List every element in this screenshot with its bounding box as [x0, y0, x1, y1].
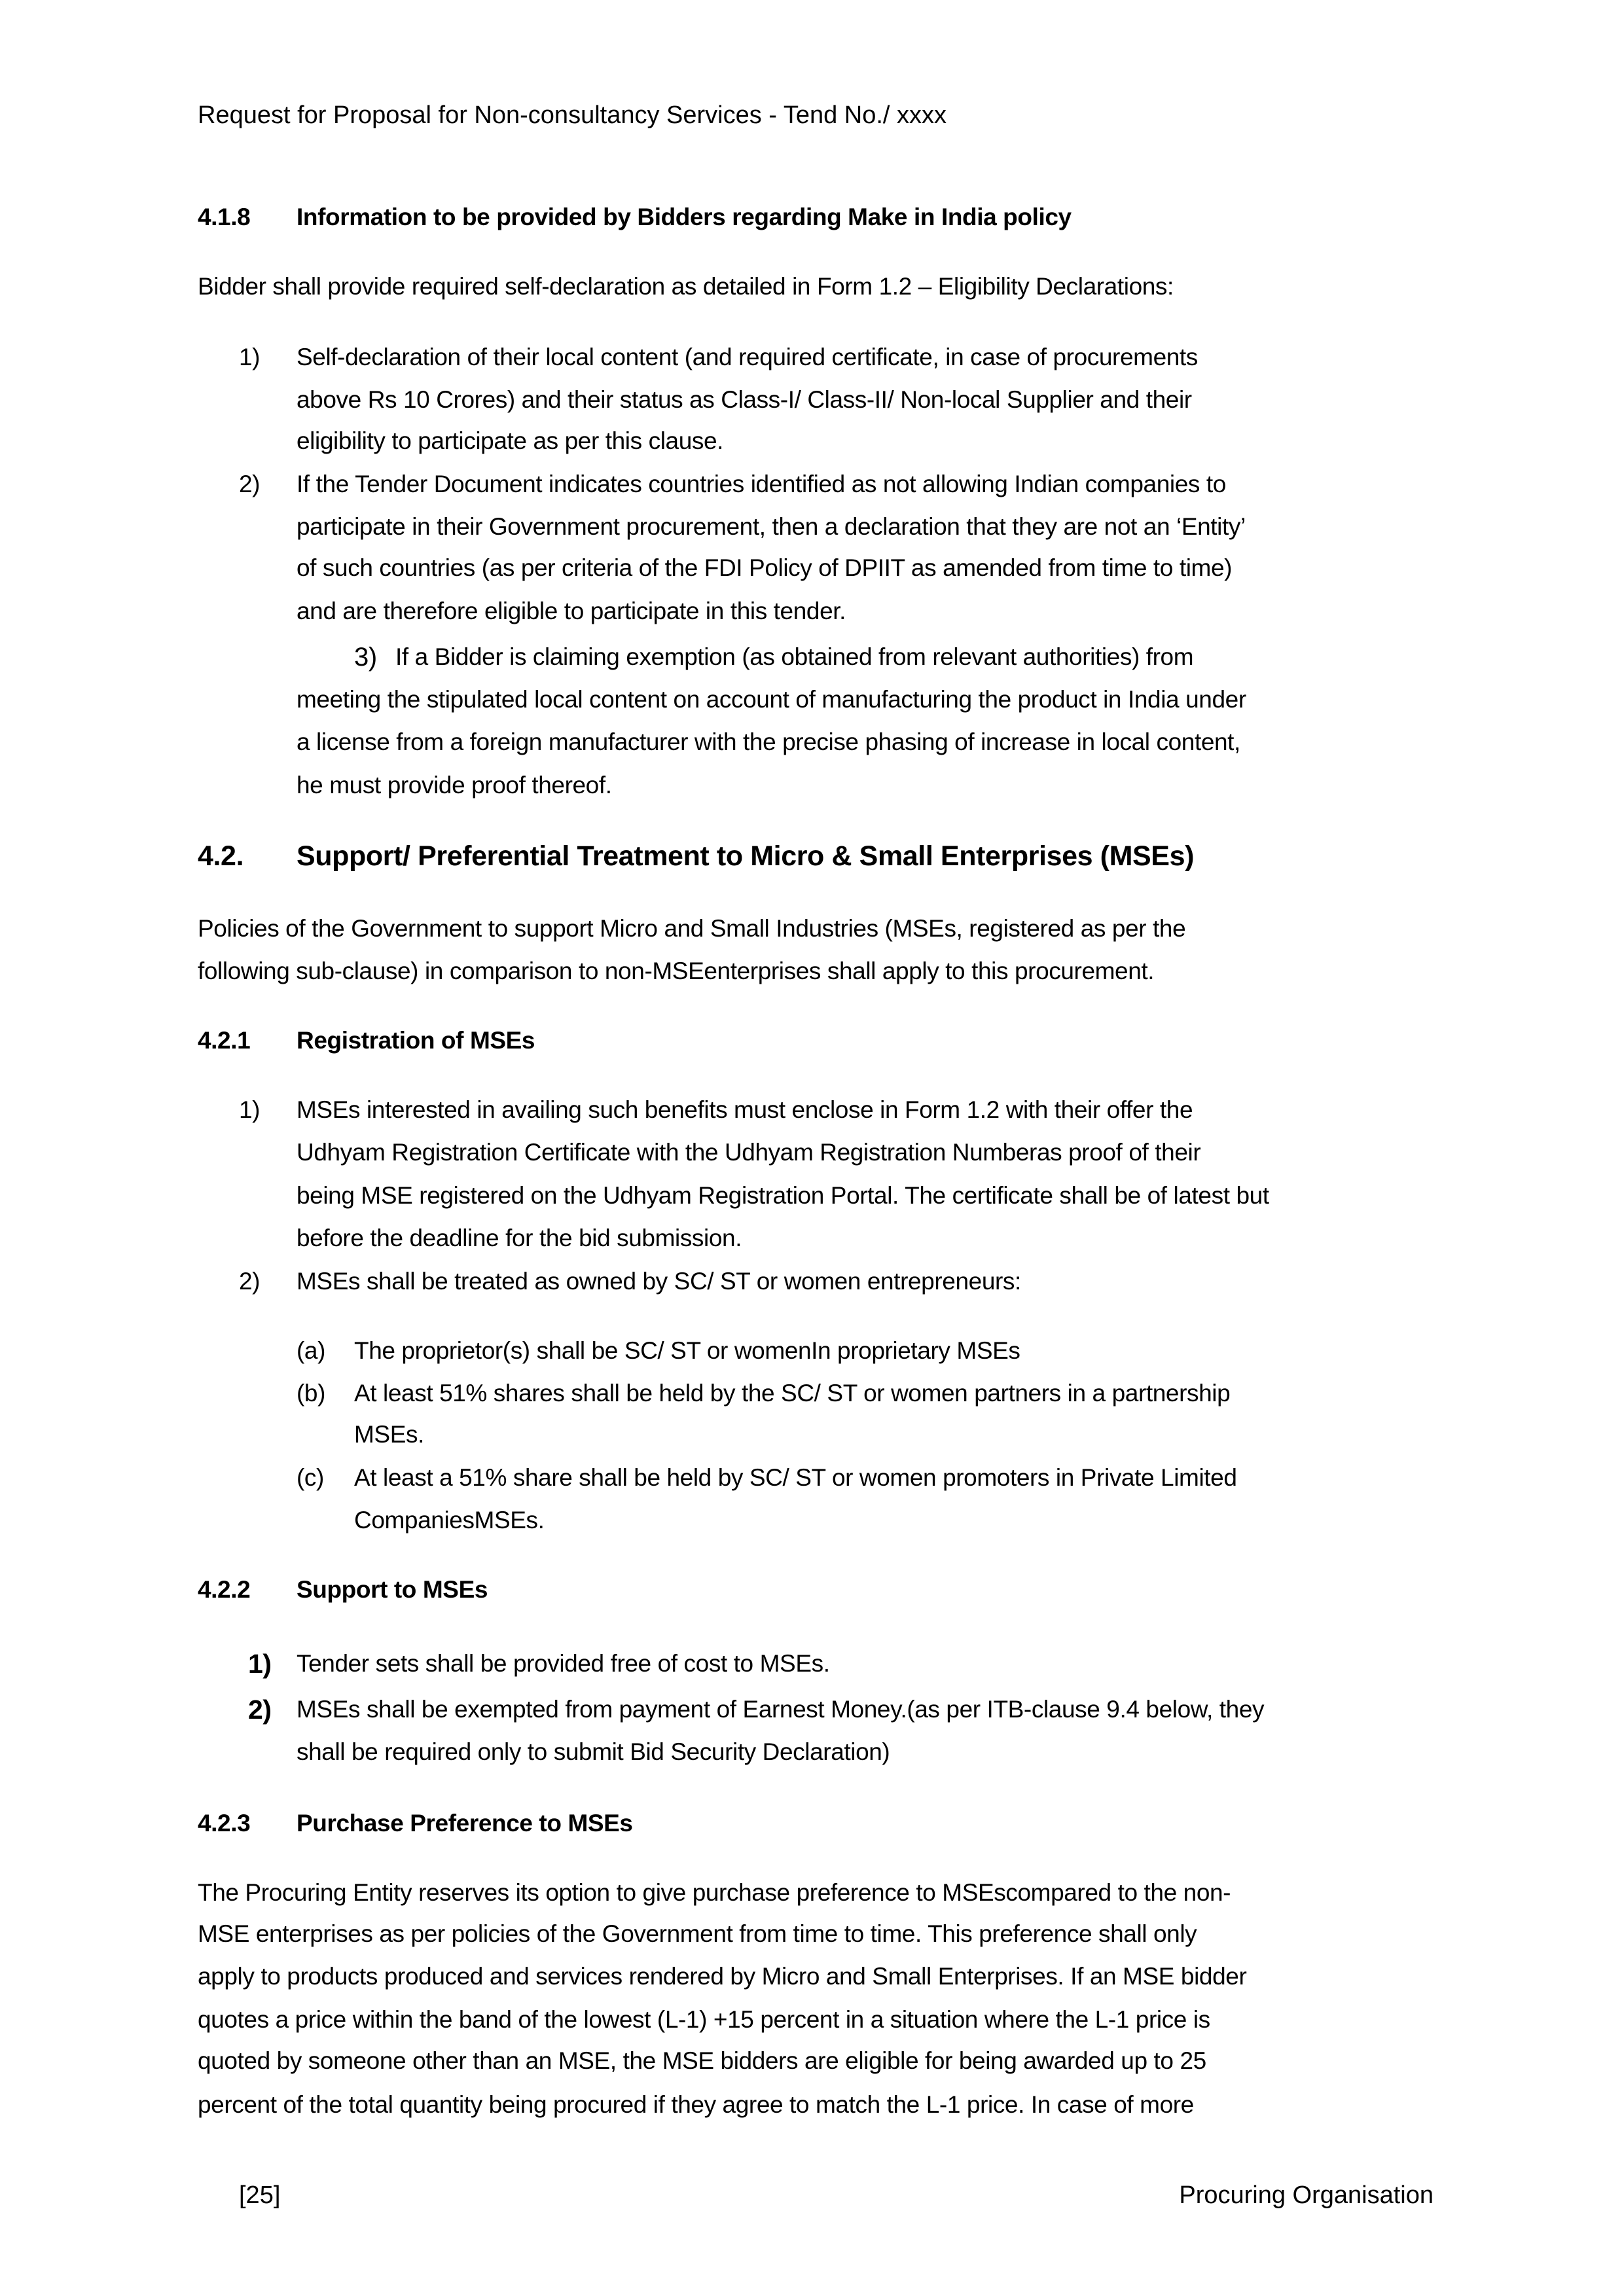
- list-item-line: Self-declaration of their local content (and required certificate, in case of procurements: [297, 344, 1198, 370]
- sublist-letter: (c): [297, 1464, 324, 1491]
- page-header: Request for Proposal for Non-consultancy Services - Tend No./ xxxx: [198, 101, 947, 129]
- list-number: 1): [239, 1096, 261, 1123]
- list-number: 1): [248, 1649, 272, 1679]
- sublist-item-line: The proprietor(s) shall be SC/ ST or womenIn proprietary MSEs: [354, 1337, 1020, 1364]
- list-item-line: shall be required only to submit Bid Security Declaration): [297, 1738, 890, 1765]
- list-number: 2): [239, 471, 261, 497]
- list-number: 3): [354, 643, 377, 672]
- section-heading: Purchase Preference to MSEs: [297, 1810, 633, 1837]
- page-number: [25]: [239, 2181, 281, 2209]
- sublist-item-line: MSEs.: [354, 1421, 424, 1448]
- list-item-line: eligibility to participate as per this clause.: [297, 427, 724, 454]
- list-item-line: If the Tender Document indicates countries identified as not allowing Indian companies to: [297, 471, 1226, 497]
- list-item-line: participate in their Government procurement, then a declaration that they are not an ‘Entity’: [297, 513, 1246, 540]
- list-item-line: and are therefore eligible to participate in this tender.: [297, 598, 846, 624]
- paragraph-line: quoted by someone other than an MSE, the MSE bidders are eligible for being awarded up to 25: [198, 2047, 1206, 2074]
- list-item-line: MSEs shall be exempted from payment of Earnest Money.(as per ITB-clause 9.4 below, they: [297, 1696, 1265, 1723]
- sublist-letter: (a): [297, 1337, 326, 1364]
- list-item-line: MSEs interested in availing such benefits must enclose in Form 1.2 with their offer the: [297, 1096, 1193, 1123]
- paragraph-line: Policies of the Government to support Micro and Small Industries (MSEs, registered as per the: [198, 915, 1186, 942]
- list-item-line: MSEs shall be treated as owned by SC/ ST or women entrepreneurs:: [297, 1268, 1021, 1295]
- paragraph-line: apply to products produced and services rendered by Micro and Small Enterprises. If an MSE bidder: [198, 1963, 1247, 1990]
- section-heading: Registration of MSEs: [297, 1027, 535, 1054]
- list-number: 2): [239, 1268, 261, 1295]
- section-heading: Information to be provided by Bidders regarding Make in India policy: [297, 204, 1072, 230]
- section-heading: Support/ Preferential Treatment to Micro & Small Enterprises (MSEs): [297, 840, 1195, 872]
- list-item-line: before the deadline for the bid submission.: [297, 1225, 742, 1251]
- paragraph-line: The Procuring Entity reserves its option to give purchase preference to MSEscompared to the non-: [198, 1879, 1231, 1906]
- section-number: 4.2.3: [198, 1810, 251, 1837]
- paragraph-line: percent of the total quantity being procured if they agree to match the L-1 price. In case of more: [198, 2091, 1194, 2118]
- paragraph-line: MSE enterprises as per policies of the Government from time to time. This preference shall only: [198, 1920, 1197, 1947]
- paragraph-line: quotes a price within the band of the lowest (L-1) +15 percent in a situation where the L-1 price is: [198, 2006, 1210, 2033]
- list-item-line: If a Bidder is claiming exemption (as obtained from relevant authorities) from: [395, 643, 1194, 670]
- list-item-line: he must provide proof thereof.: [297, 772, 612, 798]
- paragraph-line: following sub-clause) in comparison to non-MSEenterprises shall apply to this procurement.: [198, 958, 1155, 984]
- list-item-line: above Rs 10 Crores) and their status as Class-I/ Class-II/ Non-local Supplier and their: [297, 386, 1192, 413]
- list-item-line: of such countries (as per criteria of the FDI Policy of DPIIT as amended from time to time): [297, 554, 1233, 581]
- section-number: 4.1.8: [198, 204, 251, 230]
- section-number: 4.2.1: [198, 1027, 251, 1054]
- sublist-item-line: CompaniesMSEs.: [354, 1507, 545, 1534]
- section-number: 4.2.: [198, 840, 244, 872]
- list-item-line: Tender sets shall be provided free of cost to MSEs.: [297, 1650, 830, 1677]
- section-number: 4.2.2: [198, 1576, 251, 1603]
- paragraph: Bidder shall provide required self-declaration as detailed in Form 1.2 – Eligibility Declarations:: [198, 273, 1174, 300]
- list-number: 1): [239, 344, 261, 370]
- sublist-letter: (b): [297, 1380, 326, 1407]
- list-item-line: being MSE registered on the Udhyam Registration Portal. The certificate shall be of latest but: [297, 1182, 1269, 1209]
- sublist-item-line: At least a 51% share shall be held by SC/ ST or women promoters in Private Limited: [354, 1464, 1237, 1491]
- list-item-line: meeting the stipulated local content on account of manufacturing the product in India under: [297, 686, 1246, 713]
- list-item-line: Udhyam Registration Certificate with the Udhyam Registration Numberas proof of their: [297, 1139, 1201, 1166]
- sublist-item-line: At least 51% shares shall be held by the SC/ ST or women partners in a partnership: [354, 1380, 1231, 1407]
- list-item-line: a license from a foreign manufacturer with the precise phasing of increase in local content,: [297, 728, 1240, 755]
- footer-organisation: Procuring Organisation: [1179, 2181, 1434, 2209]
- list-number: 2): [248, 1695, 272, 1725]
- section-heading: Support to MSEs: [297, 1576, 488, 1603]
